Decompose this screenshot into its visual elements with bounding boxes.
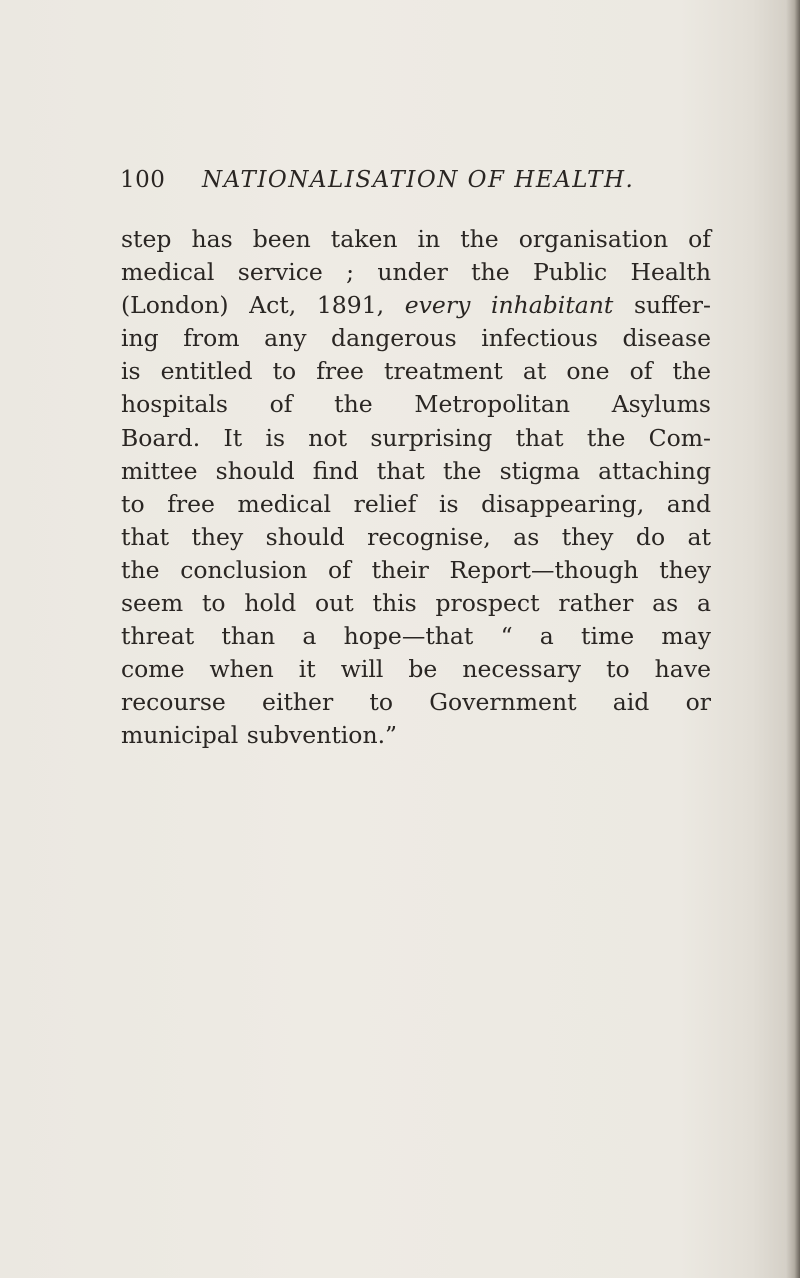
running-title: NATIONALISATION OF HEALTH. (202, 167, 635, 193)
page-number: 100 (120, 167, 166, 193)
text-line: to free medical relief is disappearing, and (121, 489, 711, 518)
text-line: medical service ; under the Public Health (121, 258, 711, 287)
text-line: recourse either to Government aid or (121, 688, 711, 717)
text-line: step has been taken in the organisation of (121, 225, 711, 253)
italic-emphasis: every inhabitant (404, 291, 614, 320)
text-line: is entitled to free treatment at one of the (121, 357, 711, 386)
text-segment: (London) Act, 1891, (121, 291, 385, 320)
text-line: municipal subvention.” (121, 721, 398, 750)
page-header (120, 164, 640, 196)
text-line: hospitals of the Metropolitan Asylums (121, 390, 711, 419)
text-line: come when it will be necessary to have (121, 655, 711, 684)
page-edge-shadow (786, 0, 800, 1278)
text-line: that they should recognise, as they do at (121, 522, 711, 551)
text-segment: suffer- (633, 291, 711, 320)
text-line: the conclusion of their Report—though they (121, 555, 711, 584)
body-paragraph (121, 223, 711, 753)
text-line: mittee should find that the stigma attaching (121, 456, 711, 485)
text-line (121, 289, 711, 322)
text-line: Board. It is not surprising that the Com- (121, 423, 711, 452)
text-line: ing from any dangerous infectious disease (121, 324, 711, 353)
text-line: seem to hold out this prospect rather as a (121, 589, 711, 618)
text-line: threat than a hope—that “ a time may (121, 622, 711, 651)
